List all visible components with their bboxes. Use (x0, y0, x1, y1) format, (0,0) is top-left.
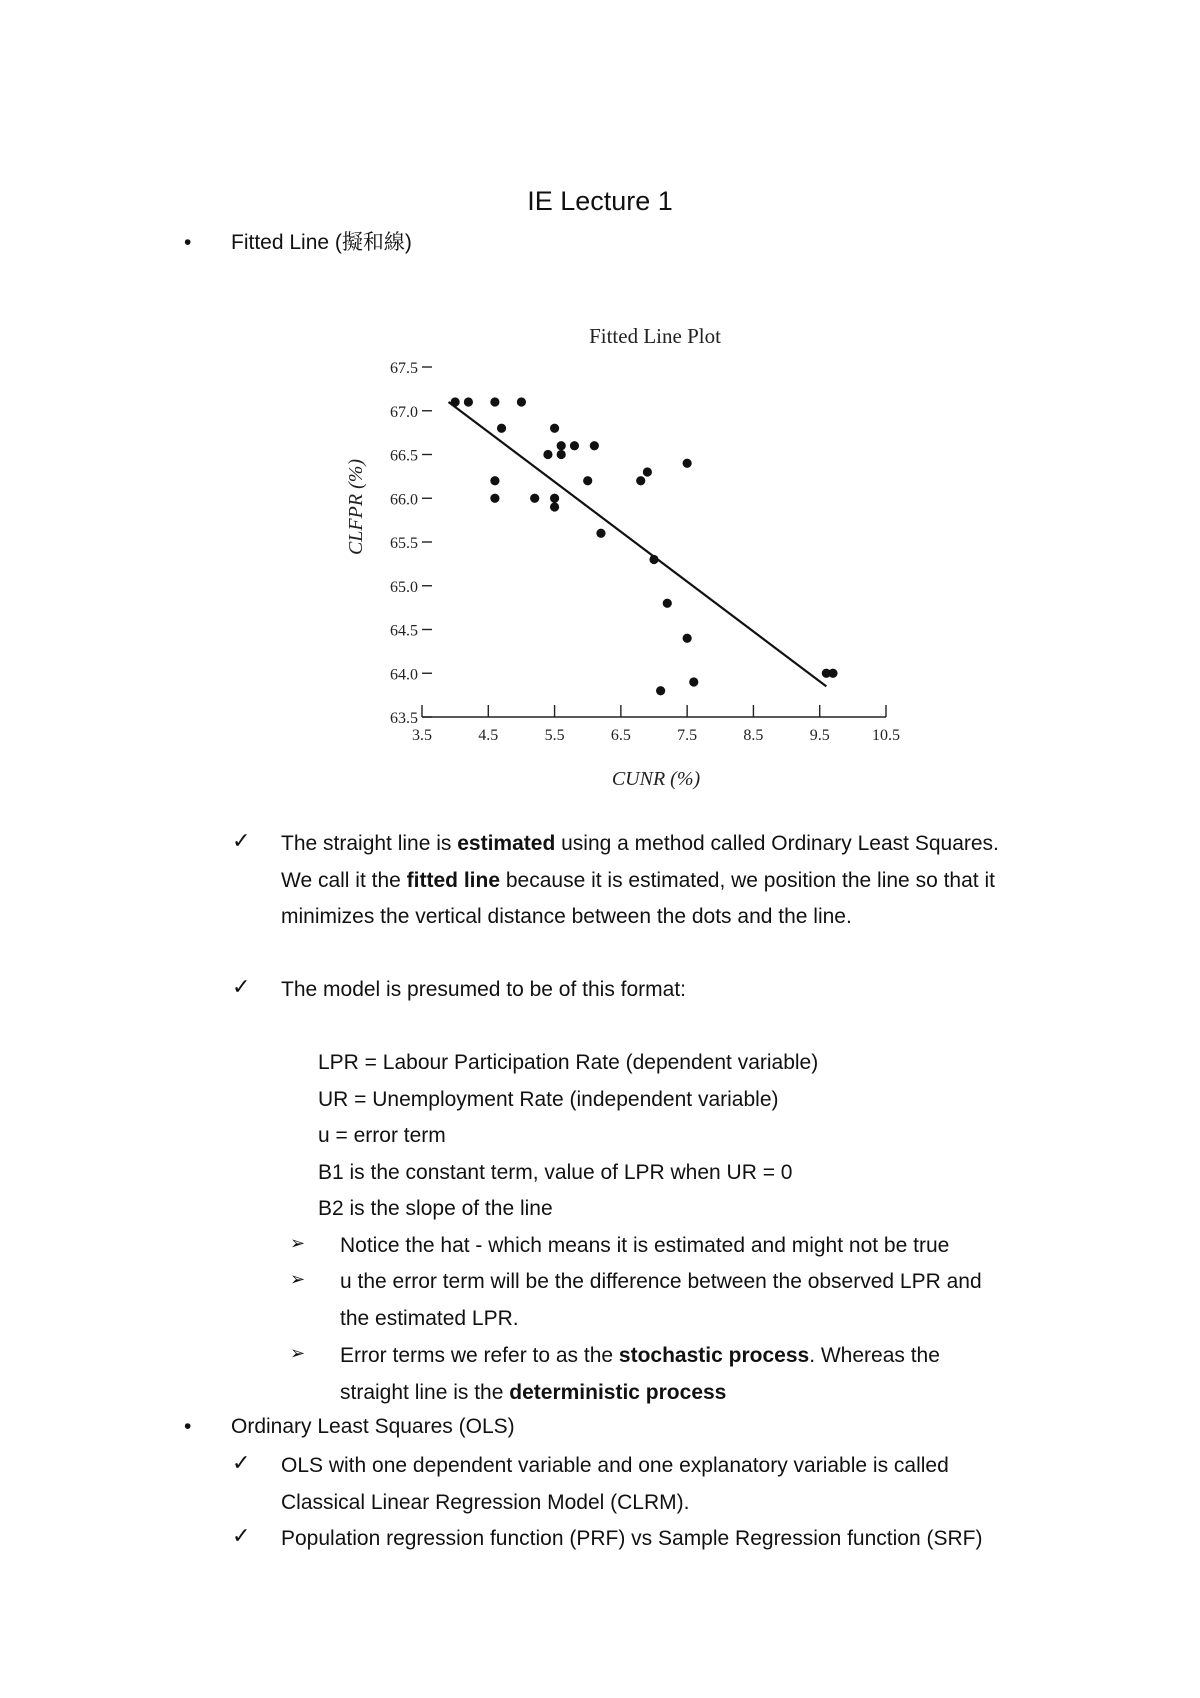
y-tick-label: 64.5 (390, 622, 418, 640)
note-stochastic (340, 1338, 1000, 1411)
text-run: . Whereas the straight line is the (340, 1344, 940, 1404)
chart-title: Fitted Line Plot (589, 324, 721, 348)
x-tick-label: 4.5 (478, 727, 499, 744)
data-point (590, 441, 599, 450)
check-icon: ✓ (232, 1450, 251, 1475)
x-tick-label: 5.5 (544, 727, 565, 744)
data-point (464, 397, 473, 406)
x-tick-label: 10.5 (872, 727, 900, 744)
y-tick-label: 67.5 (390, 360, 418, 377)
data-point (543, 450, 552, 459)
ols-clrm-text: OLS with one dependent variable and one explanatory variable is called Classical Linear Regression Model (CLRM). (281, 1454, 949, 1514)
y-tick-label: 67.0 (390, 403, 418, 421)
bold-run: estimated (457, 832, 556, 855)
bold-run: stochastic process (618, 1344, 810, 1367)
text-run: using a method called Ordinary Least Squares. We call it the (281, 832, 999, 892)
arrow-icon: ➢ (290, 1269, 306, 1289)
y-tick-label: 65.5 (390, 535, 418, 552)
fitted-line-explanation (281, 826, 1011, 936)
fitted-line-plot (340, 315, 930, 790)
data-point (490, 397, 499, 406)
data-point (656, 686, 665, 695)
x-axis-label: CUNR (%) (611, 768, 701, 790)
bold-run: fitted line (406, 868, 501, 892)
text-run: Error terms we refer to as the (340, 1344, 619, 1367)
x-tick-label: 7.5 (677, 727, 698, 744)
definition-b1: B1 is the constant term, value of LPR when UR = 0 (318, 1161, 793, 1184)
x-tick-label: 3.5 (412, 727, 432, 744)
data-point (683, 634, 692, 643)
y-tick-label: 66.5 (390, 447, 418, 465)
x-tick-label: 8.5 (743, 727, 764, 744)
data-point (490, 476, 499, 485)
text-run: because it is estimated, we position the line so that it minimizes the vertical distance between the dots and the line. (281, 868, 995, 928)
data-point (689, 677, 698, 686)
x-tick-label: 6.5 (610, 727, 631, 744)
definition-u: u = error term (318, 1124, 446, 1147)
prf-vs-srf-text: Population regression function (PRF) vs Sample Regression function (SRF) (281, 1527, 983, 1550)
data-point (490, 494, 499, 503)
bullet-ols-text: Ordinary Least Squares (OLS) (231, 1415, 515, 1438)
bullet-marker: • (184, 1415, 192, 1438)
data-point (828, 669, 837, 678)
data-point (550, 424, 559, 433)
data-point (451, 397, 460, 406)
data-point (497, 424, 506, 433)
check-icon: ✓ (232, 828, 251, 853)
data-point (683, 459, 692, 468)
bold-run: deterministic process (509, 1380, 727, 1404)
data-point (643, 467, 652, 476)
arrow-icon: ➢ (290, 1343, 306, 1363)
data-point (550, 494, 559, 503)
arrow-icon: ➢ (290, 1233, 306, 1253)
tick-labels (390, 360, 900, 744)
model-format-text: The model is presumed to be of this format: (281, 978, 687, 1001)
definition-lpr: LPR = Labour Participation Rate (dependent variable) (318, 1051, 819, 1074)
data-point (636, 476, 645, 485)
note-hat: Notice the hat - which means it is estimated and might not be true (340, 1234, 950, 1257)
note-error-term: u the error term will be the difference between the observed LPR and the estimated LPR. (340, 1270, 982, 1330)
data-point (649, 555, 658, 564)
data-point (557, 450, 566, 459)
y-axis-label: CLFPR (%) (345, 458, 367, 556)
check-icon: ✓ (232, 974, 251, 999)
definition-b2: B2 is the slope of the line (318, 1197, 553, 1220)
bullet-fitted-line-text: Fitted Line (擬和線) (231, 231, 412, 254)
data-point (583, 476, 592, 485)
data-point (663, 599, 672, 608)
text-run: The straight line is (281, 832, 458, 855)
y-tick-label: 65.0 (390, 578, 418, 596)
y-tick-label: 64.0 (390, 666, 418, 684)
data-point (550, 502, 559, 511)
data-point (570, 441, 579, 450)
definition-ur: UR = Unemployment Rate (independent variable) (318, 1088, 779, 1111)
bullet-marker: • (184, 231, 192, 254)
check-icon: ✓ (232, 1523, 251, 1548)
x-tick-label: 9.5 (809, 727, 830, 744)
data-point (530, 494, 539, 503)
data-point (517, 397, 526, 406)
data-point (596, 529, 605, 538)
y-tick-label: 63.5 (390, 710, 418, 727)
y-tick-label: 66.0 (390, 491, 418, 509)
page-title: IE Lecture 1 (527, 186, 673, 216)
fitted-regression-line (449, 402, 827, 686)
data-point (557, 441, 566, 450)
axes (422, 367, 886, 717)
